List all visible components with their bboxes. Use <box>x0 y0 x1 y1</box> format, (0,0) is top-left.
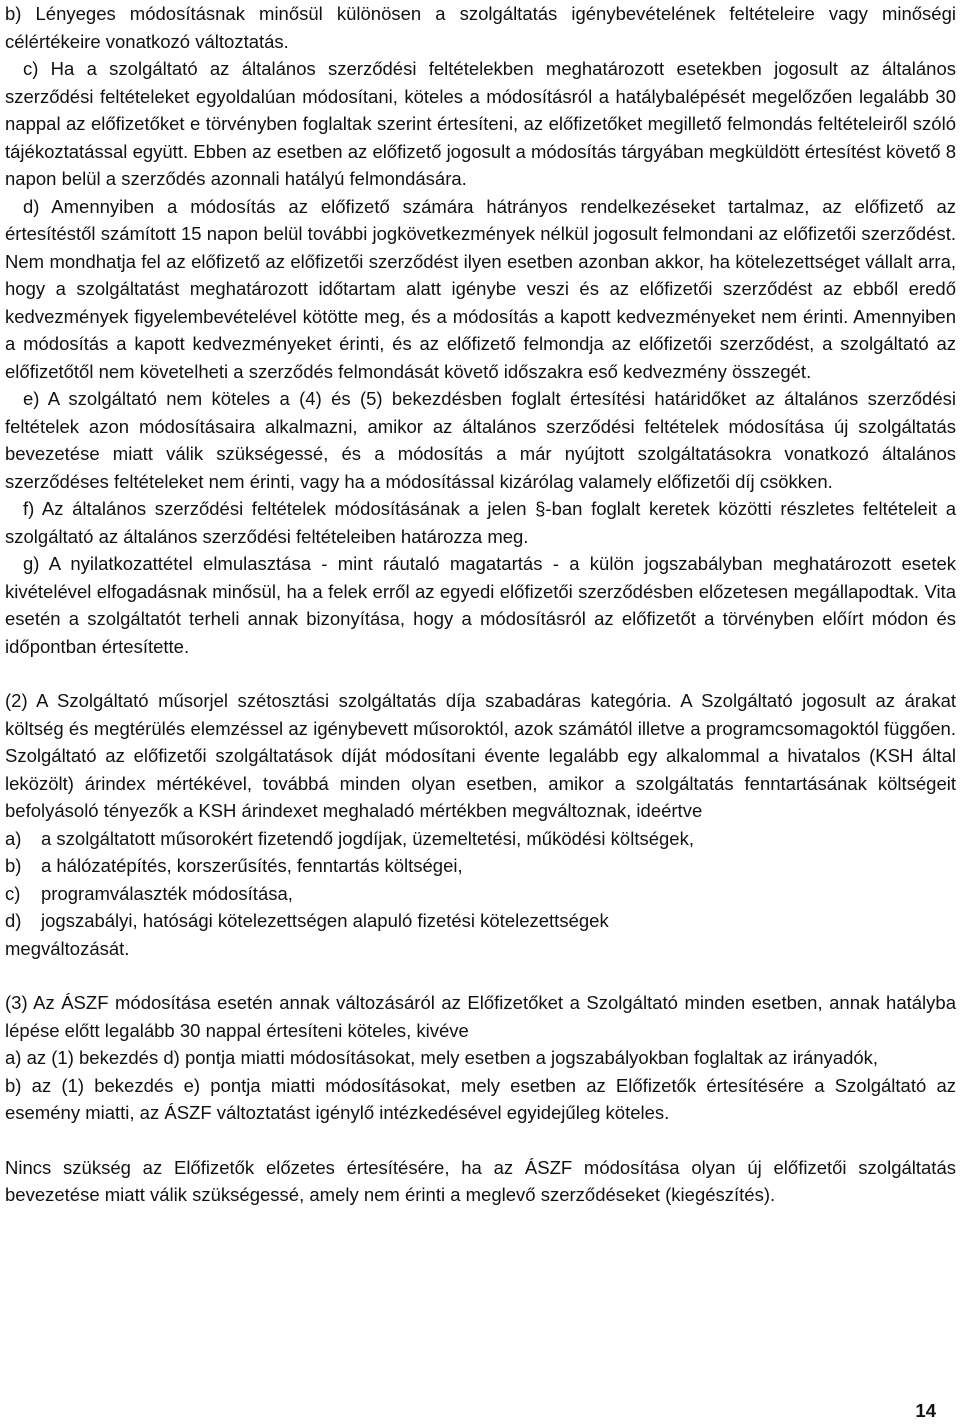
list-item-text: jogszabályi, hatósági kötelezettségen alapuló fizetési kötelezettségek <box>41 910 609 931</box>
page-number: 14 <box>915 1400 936 1421</box>
list-item <box>5 907 956 935</box>
paragraph-b-continuation: b) Lényeges módosításnak minősül különösen a szolgáltatás igénybevételének feltételeire vagy minőségi célértékeire vonatkozó változtatás. <box>5 3 956 52</box>
paragraph-gap <box>5 660 956 687</box>
section-2-list <box>5 825 956 935</box>
section-3-item-a: a) az (1) bekezdés d) pontja miatti módosításokat, mely esetben a jogszabályokban foglaltak az irányadók, <box>5 1047 879 1068</box>
section-3-item-b: b) az (1) bekezdés e) pontja miatti módosításokat, mely esetben az Előfizetők értesítésére a Szolgáltató az esemény miatti, az ÁSZF változtatást igénylő intézkedésével egyidejűleg köteles. <box>5 1074 956 1123</box>
paragraph-f: f) Az általános szerződési feltételek módosításának a jelen §-ban foglalt keretek közötti részletes feltételeit a szolgáltató az általános szerződési feltételeiben határozza meg. <box>5 498 956 547</box>
list-item <box>5 825 956 853</box>
list-item <box>5 880 956 908</box>
list-item-text: a hálózatépítés, korszerűsítés, fenntartás költségei, <box>41 855 463 876</box>
paragraph-gap <box>5 1127 956 1154</box>
list-item-marker: a) <box>5 827 22 849</box>
list-item-marker: d) <box>5 910 22 931</box>
paragraph-e: e) A szolgáltató nem köteles a (4) és (5) bekezdésben foglalt értesítési határidőket az általános szerződési feltételek azon módosításaira alkalmazni, amikor az általános szerződési feltételek módosítása új szolgáltatás bevezetése miatt válik szükségessé, és a módosítás a már nyújtott szolgáltatásokra vonatkozó általános szerződéses feltételeket nem érinti, vagy ha a módosítással kizárólag valamely előfizetői díj csökken. <box>5 388 956 492</box>
paragraph-gap <box>5 962 956 989</box>
document-page <box>5 0 956 1209</box>
paragraph-g: g) A nyilatkozattétel elmulasztása - mint ráutaló magatartás - a külön jogszabályban meghatározott esetek kivételével elfogadásnak minősül, ha a felek erről az egyedi előfizetői szerződésben előzetesen megállapodtak. Vita esetén a szolgáltatót terheli annak bizonyítása, hogy a módosításról az előfizetőt a törvényben előírt módon és időpontban értesítette. <box>5 553 956 657</box>
section-2-intro: (2) A Szolgáltató műsorjel szétosztási szolgáltatás díja szabadáras kategória. A Szolgáltató jogosult az árakat költség és megtérülés elemzéssel az igénybevett műsoroktól, azok számától illetve a programcsomagoktól függően. Szolgáltató az előfizetői szolgáltatások díját módosítani évente legalább egy alkalommal a hivatalos (KSH által leközölt) árindex mértékével, továbbá minden olyan esetben, amikor a szolgáltatás fenntartásának költségeit befolyásoló tényezők a KSH árindexet meghaladó mértékben megváltoznak, ideértve <box>5 690 956 821</box>
section-2-closing: megváltozását. <box>5 937 130 959</box>
list-item-marker: b) <box>5 855 22 876</box>
list-item <box>5 852 956 880</box>
list-item-text: a szolgáltatott műsorokért fizetendő jogdíjak, üzemeltetési, működési költségek, <box>41 827 694 849</box>
paragraph-d: d) Amennyiben a módosítás az előfizető számára hátrányos rendelkezéseket tartalmaz, az előfizető az értesítéstől számított 15 napon belül további jogkövetkezmények nélkül jogosult felmondani az előfizetői szerződést. Nem mondhatja fel az előfizető az előfizetői szerződést ilyen esetben azonban akkor, ha kötelezettséget vállalt arra, hogy a szolgáltatást meghatározott időtartam alatt igénybe veszi és az előfizetői szerződést az ebből eredő kedvezmények figyelembevételével kötötte meg, és a módosítás a kapott kedvezményeket nem érinti. Amennyiben a módosítás a kapott kedvezményeket érinti, és az előfizető felmondja az előfizetői szerződést, a szolgáltató az előfizetőtől nem követelheti a szerződés felmondását követő időszakra eső kedvezmény összegét. <box>5 195 956 382</box>
section-3-intro: (3) Az ÁSZF módosítása esetén annak változásáról az Előfizetőket a Szolgáltató minden esetben, annak hatályba lépése előtt legalább 30 nappal értesíteni köteles, kivéve <box>5 992 956 1041</box>
list-item-marker: c) <box>5 882 21 904</box>
final-paragraph: Nincs szükség az Előfizetők előzetes értesítésére, ha az ÁSZF módosítása olyan új előfizetői szolgáltatás bevezetése miatt válik szükségessé, amely nem érinti a meglevő szerződéseket (kiegészítés). <box>5 1156 956 1205</box>
list-item-text: programválaszték módosítása, <box>41 882 293 904</box>
paragraph-c: c) Ha a szolgáltató az általános szerződési feltételekben meghatározott esetekben jogosult az általános szerződési feltételeket egyoldalúan módosítani, köteles a módosításról a hatálybalépését megelőzően legalább 30 nappal az előfizetőket e törvényben foglaltak szerint értesíteni, az előfizetőket megillető felmondás feltételeiről szóló tájékoztatással együtt. Ebben az esetben az előfizető jogosult a módosítás tárgyában megküldött értesítést követő 8 napon belül a szerződés azonnali hatályú felmondására. <box>5 58 956 189</box>
